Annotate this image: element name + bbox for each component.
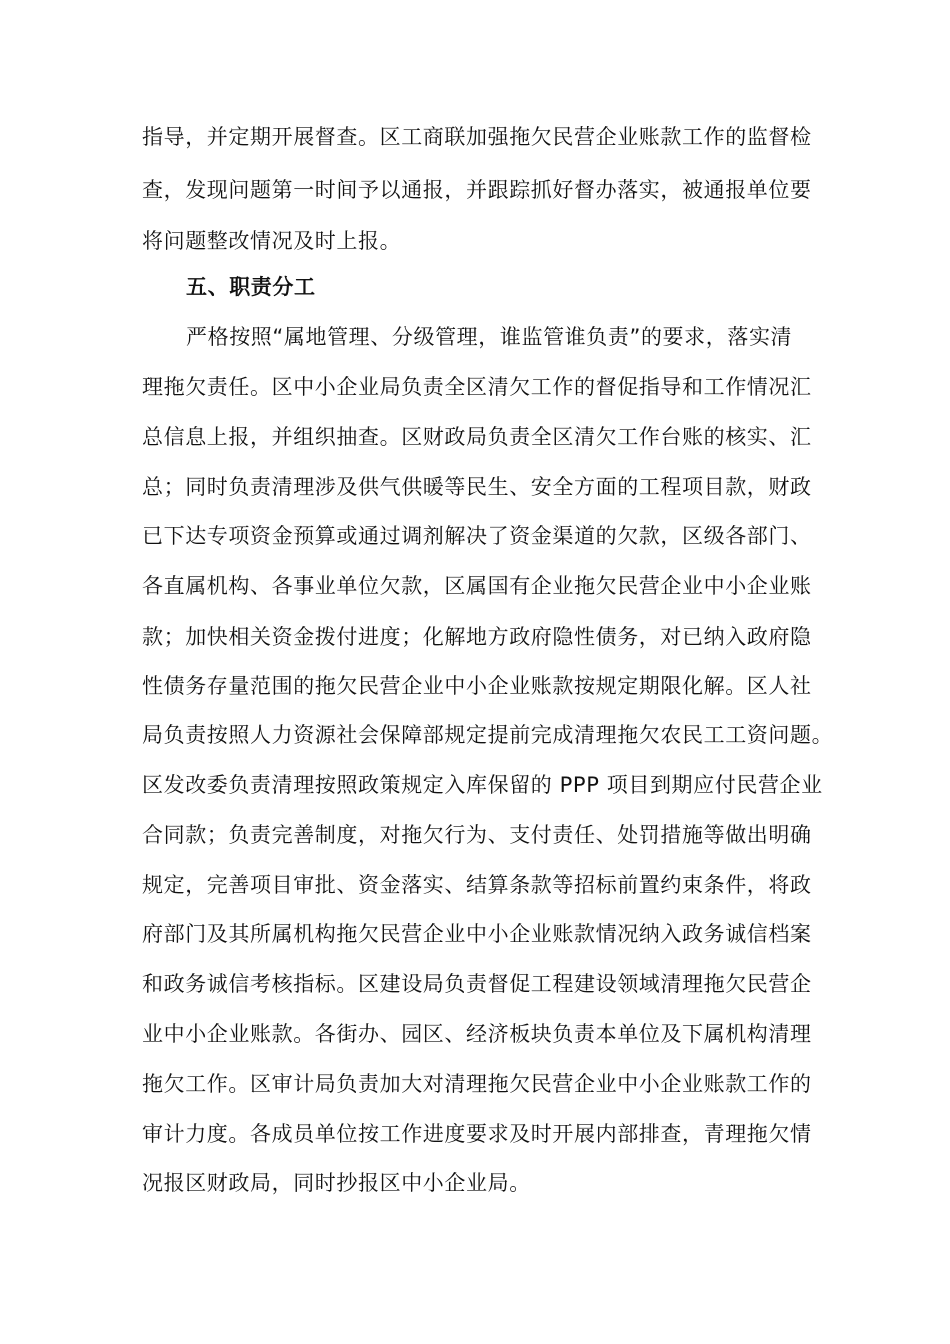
paragraph-line: 总信息上报，并组织抽查。区财政局负责全区清欠工作台账的核实、汇 [142,425,812,449]
paragraph-line: 拖欠工作。区审计局负责加大对清理拖欠民营企业中小企业账款工作的 [142,1072,812,1096]
paragraph-line: 已下达专项资金预算或通过调剂解决了资金渠道的欠款，区级各部门、 [142,524,812,548]
paragraph-line: 各直属机构、各事业单位欠款，区属国有企业拖欠民营企业中小企业账 [142,574,812,598]
paragraph-line: 严格按照“属地管理、分级管理，谁监管谁负责”的要求，落实清 [186,325,793,349]
paragraph-line: 规定，完善项目审批、资金落实、结算条款等招标前置约束条件，将政 [142,873,812,897]
paragraph-line: 局负责按照人力资源社会保障部规定提前完成清理拖欠农民工工资问题。 [142,723,834,747]
section-heading: 五、职责分工 [186,275,316,299]
paragraph-line: 理拖欠责任。区中小企业局负责全区清欠工作的督促指导和工作情况汇 [142,375,812,399]
paragraph-line: 将问题整改情况及时上报。 [142,229,402,253]
paragraph-line: 总；同时负责清理涉及供气供暖等民生、安全方面的工程项目款，财政 [142,475,812,499]
paragraph-line: 府部门及其所属机构拖欠民营企业中小企业账款情况纳入政务诚信档案 [142,922,812,946]
paragraph-line: 审计力度。各成员单位按工作进度要求及时开展内部排查，青理拖欠情 [142,1122,812,1146]
paragraph-line: 性债务存量范围的拖欠民营企业中小企业账款按规定期限化解。区人社 [142,674,812,698]
paragraph-line: 况报区财政局，同时抄报区中小企业局。 [142,1171,531,1195]
paragraph-line: 指导，并定期开展督查。区工商联加强拖欠民营企业账款工作的监督检 [142,125,812,149]
paragraph-line: 区发改委负责清理按照政策规定入库保留的 PPP 项目到期应付民营企业 [142,773,823,797]
paragraph-line: 查，发现问题第一时间予以通报，并跟踪抓好督办落实，被通报单位要 [142,178,812,202]
paragraph-line: 合同款；负责完善制度，对拖欠行为、支付责任、处罚措施等做出明确 [142,823,812,847]
paragraph-line: 款；加快相关资金拨付进度；化解地方政府隐性债务，对已纳入政府隐 [142,625,812,649]
paragraph-line: 和政务诚信考核指标。区建设局负责督促工程建设领域清理拖欠民营企 [142,972,812,996]
paragraph-line: 业中小企业账款。各街办、园区、经济板块负责本单位及下属机构清理 [142,1022,812,1046]
